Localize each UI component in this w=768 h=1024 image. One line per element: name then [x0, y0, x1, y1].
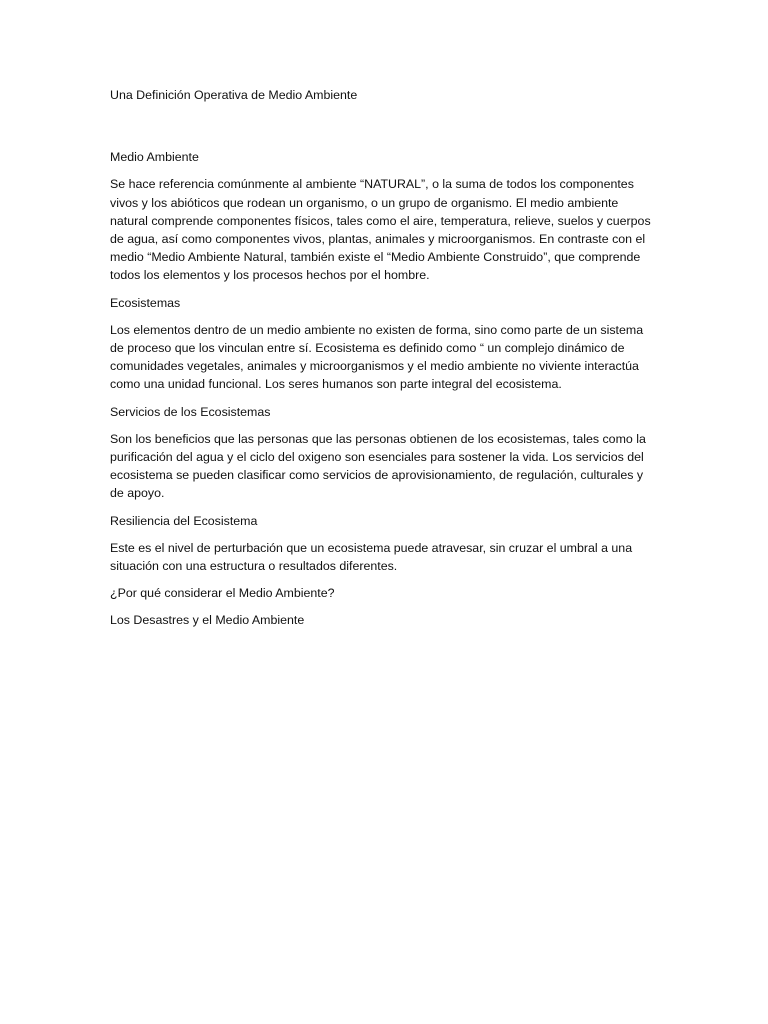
- section-paragraph-medio-ambiente: Se hace referencia comúnmente al ambiente “NATURAL”, o la suma de todos los componentes vivos y los abióticos que rodean un organismo, o un grupo de organismo. El medio ambiente natural comprende componentes físicos, tales como el aire, temperatura, relieve, suelos y cuerpos de agua, así como componentes vivos, plantas, animales y microorganismos. En contraste con el medio “Medio Ambiente Natural, también existe el “Medio Ambiente Construido”, que comprende todos los elementos y los procesos hechos por el hombre.: [110, 177, 651, 283]
- section-heading-ecosistemas: Ecosistemas: [110, 295, 181, 310]
- section-heading-resiliencia: Resiliencia del Ecosistema: [110, 513, 258, 528]
- section-paragraph-servicios: Son los beneficios que las personas que las personas obtienen de los ecosistemas, tales como la purificación del agua y el ciclo del oxigeno son esenciales para sostener la vida. Los servicios del ecosistema se pueden clasificar como servicios de aprovisionamiento, de regulación, culturales y de apoyo.: [110, 431, 646, 501]
- section-heading-servicios: Servicios de los Ecosistemas: [110, 404, 271, 419]
- section-heading-por-que: ¿Por qué considerar el Medio Ambiente?: [110, 586, 335, 601]
- section-heading-medio-ambiente: Medio Ambiente: [110, 150, 199, 165]
- document-page: [110, 86, 655, 639]
- document-title: Una Definición Operativa de Medio Ambiente: [110, 88, 358, 102]
- section-paragraph-ecosistemas: Los elementos dentro de un medio ambiente no existen de forma, sino como parte de un sistema de proceso que los vinculan entre sí. Ecosistema es definido como “ un complejo dinámico de comunidades vegetales, animales y microorganismos y el medio ambiente no viviente interactúa como una unidad funcional. Los seres humanos son parte integral del ecosistema.: [110, 322, 644, 392]
- section-heading-desastres: Los Desastres y el Medio Ambiente: [110, 613, 305, 628]
- section-paragraph-resiliencia: Este es el nivel de perturbación que un ecosistema puede atravesar, sin cruzar el umbral a una situación con una estructura o resultados diferentes.: [110, 540, 633, 574]
